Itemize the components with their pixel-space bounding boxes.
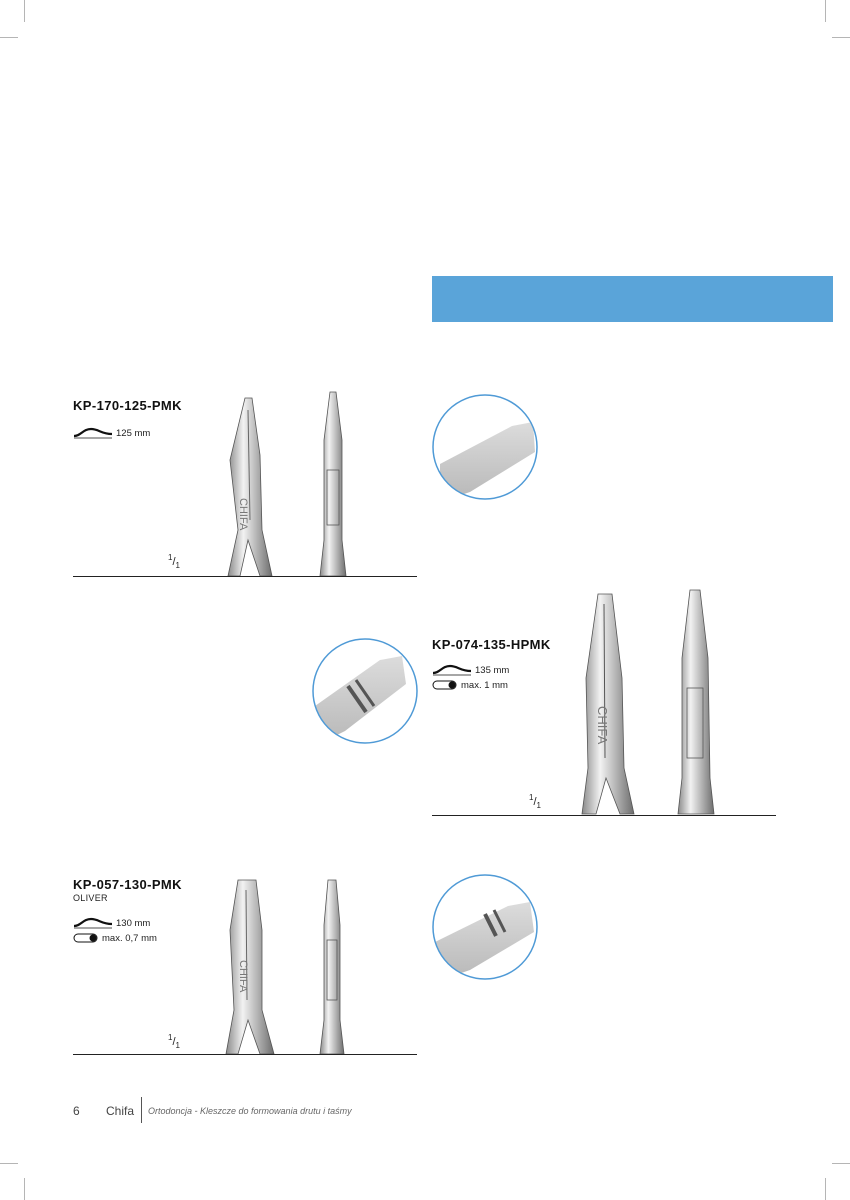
plier-photo bbox=[200, 870, 380, 1056]
tip-detail-circle bbox=[430, 872, 540, 982]
wire-spec bbox=[432, 679, 508, 691]
plier-length-icon bbox=[73, 427, 113, 439]
crop-mark bbox=[825, 1178, 826, 1200]
footer-brand: Chifa bbox=[106, 1104, 135, 1118]
length-value: 125 mm bbox=[116, 427, 151, 439]
product-baseline bbox=[73, 1054, 417, 1055]
crop-mark bbox=[0, 37, 18, 38]
tip-detail-circle bbox=[310, 636, 420, 746]
brand-engraving: CHIFA bbox=[595, 706, 610, 745]
crop-mark bbox=[832, 1163, 850, 1164]
wire-diameter-icon bbox=[73, 933, 99, 943]
scale-indicator: $^1/_1$ bbox=[168, 1033, 180, 1050]
product-code: KP-057-130-PMK bbox=[73, 877, 182, 892]
plier-length-icon bbox=[73, 917, 113, 929]
wire-value: max. 0,7 mm bbox=[102, 932, 157, 944]
length-value: 135 mm bbox=[475, 664, 510, 676]
tip-detail-circle bbox=[430, 392, 540, 502]
plier-photo bbox=[560, 588, 750, 816]
wire-spec bbox=[73, 932, 157, 944]
wire-diameter-icon bbox=[432, 680, 458, 690]
crop-mark bbox=[24, 0, 25, 22]
length-spec bbox=[73, 427, 150, 439]
scale-indicator: $^1/_1$ bbox=[168, 553, 180, 570]
product-baseline bbox=[73, 576, 417, 577]
crop-mark bbox=[832, 37, 850, 38]
crop-mark bbox=[0, 1163, 18, 1164]
crop-mark bbox=[24, 1178, 25, 1200]
wire-value: max. 1 mm bbox=[461, 679, 508, 691]
plier-length-icon bbox=[432, 664, 472, 676]
length-spec bbox=[432, 664, 509, 676]
product-subtitle: OLIVER bbox=[73, 893, 108, 903]
product-code: KP-074-135-HPMK bbox=[432, 637, 551, 652]
section-banner bbox=[432, 276, 833, 322]
page-number: 6 bbox=[73, 1104, 80, 1118]
product-baseline bbox=[432, 815, 776, 816]
plier-photo bbox=[200, 380, 380, 578]
brand-engraving: CHIFA bbox=[237, 960, 249, 993]
scale-indicator: $^1/_1$ bbox=[529, 793, 541, 810]
length-value: 130 mm bbox=[116, 917, 151, 929]
length-spec bbox=[73, 917, 150, 929]
crop-mark bbox=[825, 0, 826, 22]
footer-description: Ortodoncja - Kleszcze do formowania drutu i taśmy bbox=[148, 1106, 352, 1116]
footer-separator bbox=[141, 1097, 142, 1123]
brand-engraving: CHIFA bbox=[237, 498, 249, 531]
product-code: KP-170-125-PMK bbox=[73, 398, 182, 413]
